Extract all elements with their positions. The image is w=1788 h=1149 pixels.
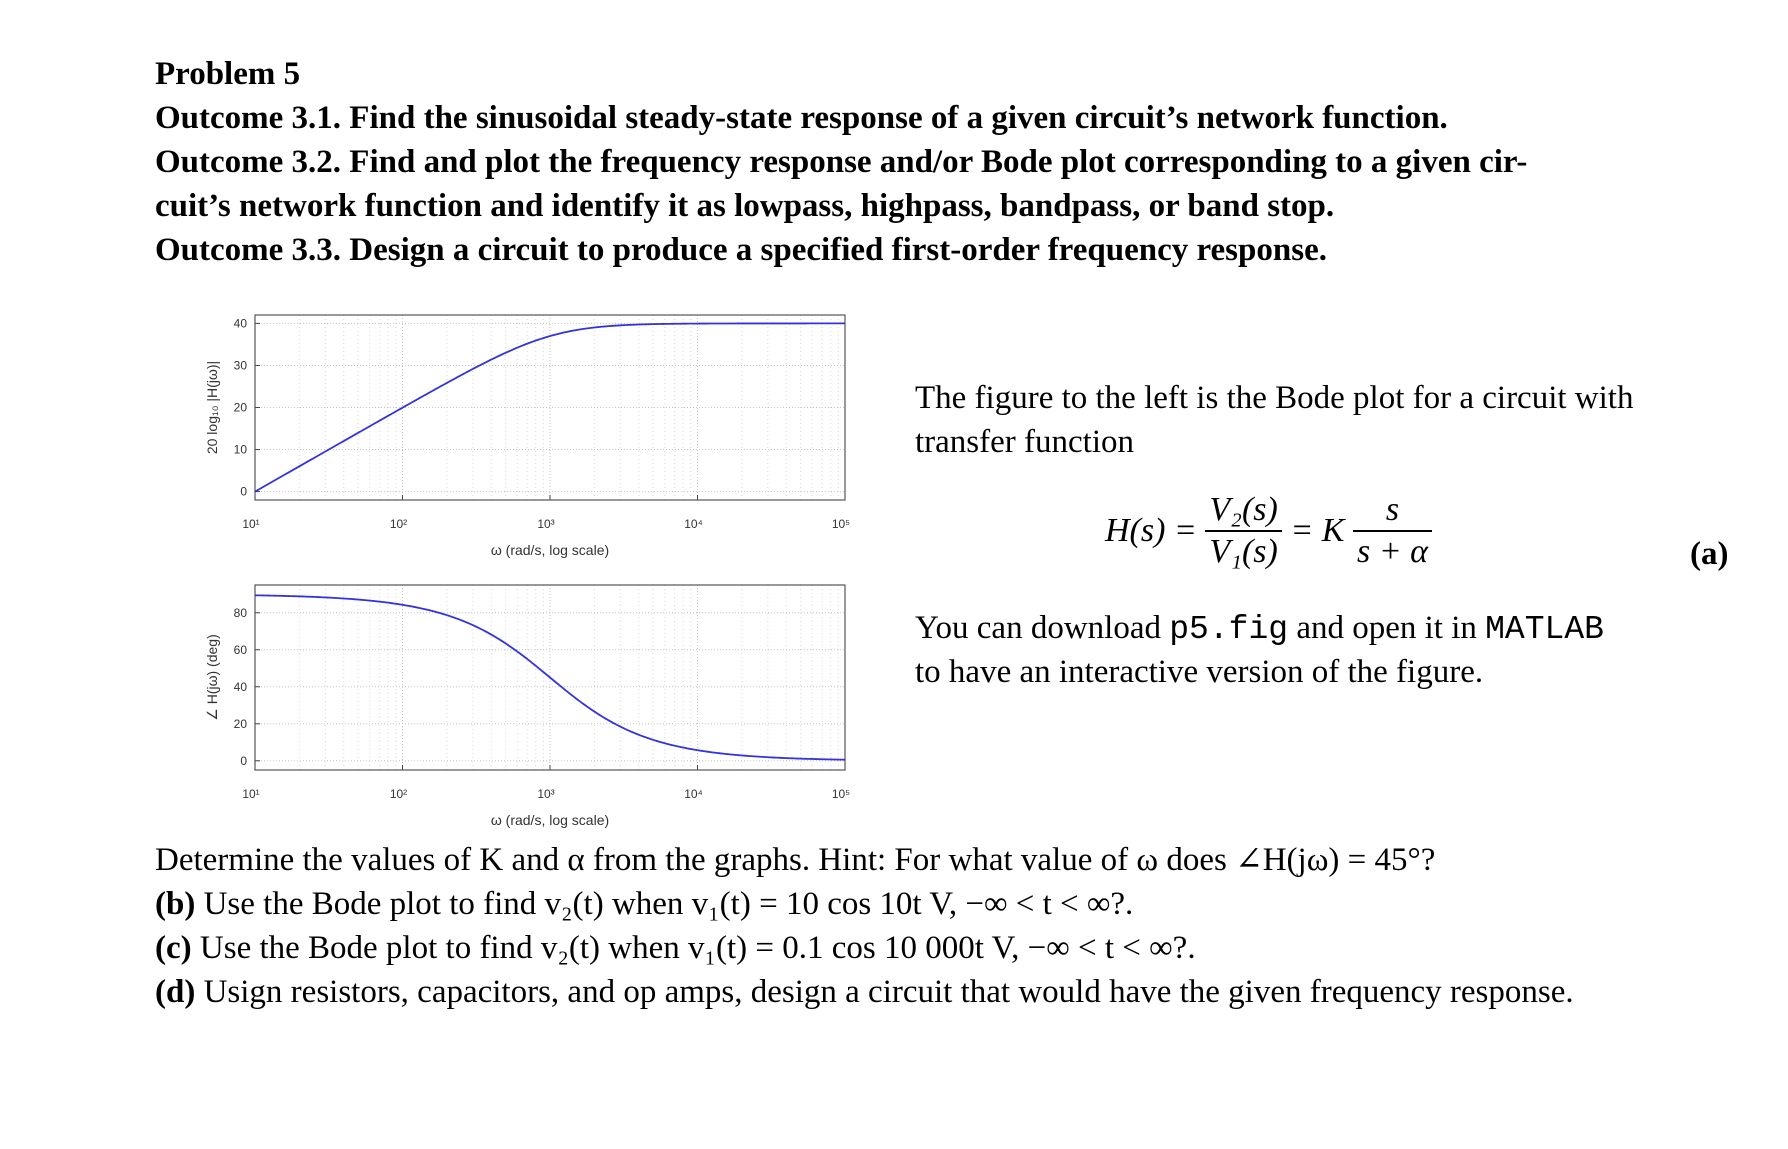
question-c bbox=[155, 926, 1196, 970]
x-tick-label: 10⁵ bbox=[831, 517, 851, 531]
question-b-label: (b) bbox=[155, 886, 196, 922]
matlab-name: MATLAB bbox=[1485, 611, 1604, 648]
numerator-v2: V₂(s) bbox=[1205, 490, 1281, 532]
x-tick-label: 10² bbox=[389, 787, 408, 801]
question-d bbox=[155, 970, 1574, 1014]
download-line1 bbox=[915, 606, 1604, 652]
question-d-label: (d) bbox=[155, 974, 196, 1010]
outcome-3-2-line2: cuit’s network function and identify it as lowpass, highpass, bandpass, or band stop. bbox=[155, 188, 1335, 224]
x-tick-label: 10⁴ bbox=[684, 517, 703, 531]
problem-title: Problem 5 bbox=[155, 56, 301, 92]
denominator-s-alpha: s + α bbox=[1356, 533, 1428, 570]
y-tick-label: 60 bbox=[233, 642, 247, 657]
y-tick-label: 40 bbox=[233, 316, 247, 331]
fraction-voltage-ratio bbox=[1205, 490, 1281, 572]
x-tick-label: 10⁵ bbox=[831, 787, 851, 801]
y-tick-label: 0 bbox=[240, 484, 247, 499]
outcome-3-1: Outcome 3.1. Find the sinusoidal steady-state response of a given circuit’s network function. bbox=[155, 100, 1448, 136]
question-b-text: Use the Bode plot to find v₂(t) when v₁(t) = 10 cos 10t V, −∞ < t < ∞?. bbox=[195, 886, 1134, 922]
x-tick-label: 10⁴ bbox=[684, 787, 703, 801]
x-tick-label: 10¹ bbox=[242, 517, 260, 531]
denominator-v1: V₁(s) bbox=[1209, 533, 1278, 570]
question-d-text: Usign resistors, capacitors, and op amps, design a circuit that would have the given frequency response. bbox=[195, 974, 1574, 1010]
y-axis-label: ∠ H(jω) (deg) bbox=[204, 634, 220, 721]
x-axis-label: ω (rad/s, log scale) bbox=[490, 812, 610, 828]
equation-lhs: H(s) = bbox=[1105, 512, 1197, 549]
description-line1: The figure to the left is the Bode plot for a circuit with bbox=[915, 380, 1634, 416]
y-tick-label: 40 bbox=[233, 679, 247, 694]
fraction-first-order bbox=[1353, 490, 1432, 572]
question-c-label: (c) bbox=[155, 930, 192, 966]
outcome-3-3: Outcome 3.3. Design a circuit to produce a specified first-order frequency response. bbox=[155, 232, 1327, 268]
phase-plot bbox=[204, 585, 850, 828]
y-tick-label: 20 bbox=[233, 400, 247, 415]
transfer-function-equation bbox=[1105, 490, 1432, 572]
equation-k: = K bbox=[1290, 512, 1345, 549]
question-c-text: Use the Bode plot to find v₂(t) when v₁(t) = 0.1 cos 10 000t V, −∞ < t < ∞?. bbox=[191, 930, 1196, 966]
y-tick-label: 10 bbox=[233, 442, 247, 457]
y-axis-label: 20 log₁₀ |H(jω)| bbox=[204, 360, 220, 455]
fig-filename: p5.fig bbox=[1169, 611, 1289, 648]
y-tick-label: 0 bbox=[240, 753, 247, 768]
download-pre: You can download bbox=[915, 610, 1170, 646]
question-b bbox=[155, 882, 1133, 926]
bode-plot-figure bbox=[180, 300, 860, 840]
magnitude-plot bbox=[204, 315, 850, 558]
y-tick-label: 20 bbox=[233, 716, 247, 731]
x-tick-label: 10¹ bbox=[242, 787, 260, 801]
download-line2: to have an interactive version of the figure. bbox=[915, 654, 1484, 690]
x-tick-label: 10³ bbox=[537, 517, 555, 531]
description-line2: transfer function bbox=[915, 424, 1134, 460]
numerator-s: s bbox=[1353, 490, 1432, 532]
outcome-3-2-line1: Outcome 3.2. Find and plot the frequency response and/or Bode plot corresponding to a given cir- bbox=[155, 144, 1528, 180]
y-tick-label: 30 bbox=[233, 358, 247, 373]
y-tick-label: 80 bbox=[233, 605, 247, 620]
x-tick-label: 10³ bbox=[537, 787, 555, 801]
part-a-label: (a) bbox=[1690, 536, 1729, 572]
x-axis-label: ω (rad/s, log scale) bbox=[490, 542, 610, 558]
question-a: Determine the values of K and α from the graphs. Hint: For what value of ω does ∠H(jω) = 45°? bbox=[155, 842, 1436, 878]
x-tick-label: 10² bbox=[389, 517, 408, 531]
download-mid: and open it in bbox=[1288, 610, 1486, 646]
